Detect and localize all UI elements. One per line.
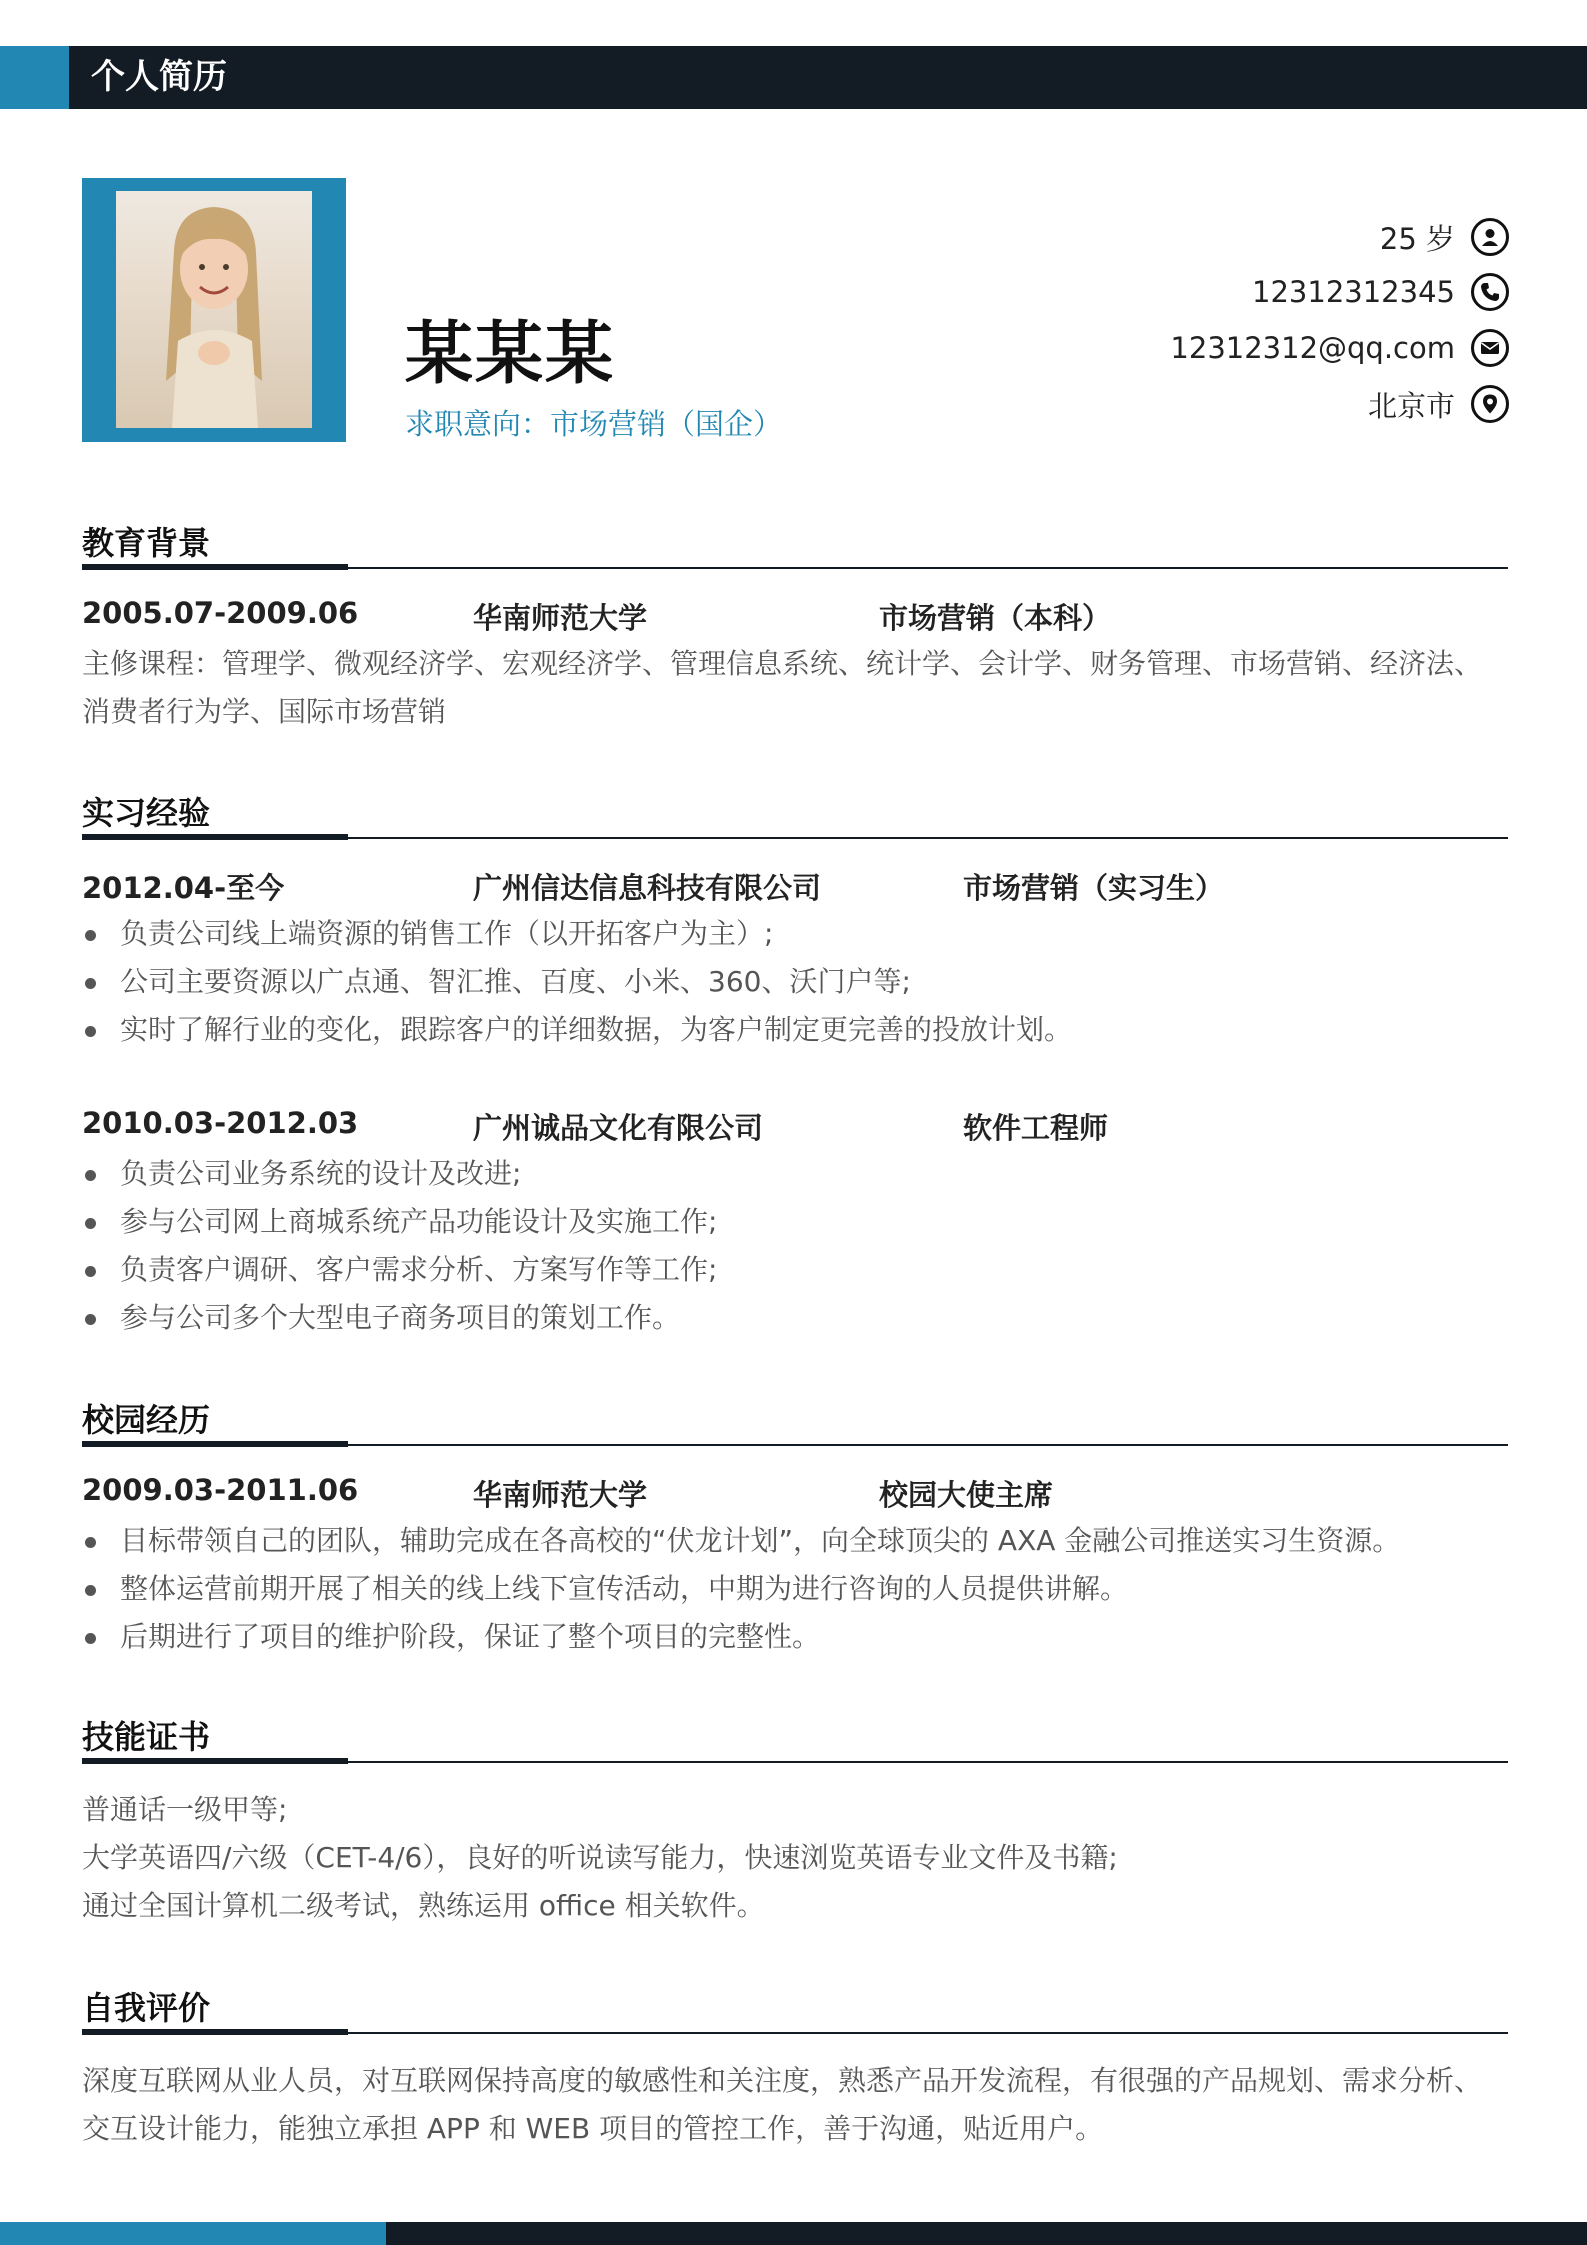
- contact-location: [909, 382, 1509, 426]
- list-item: 负责公司线上端资源的销售工作（以开拓客户为主）;: [82, 910, 1508, 958]
- list-item: 参与公司网上商城系统产品功能设计及实施工作;: [82, 1198, 1508, 1246]
- user-icon: [1471, 218, 1509, 256]
- list-item: 公司主要资源以广点通、智汇推、百度、小米、360、沃门户等;: [82, 958, 1508, 1006]
- campus-role: 校园大使主席: [879, 1478, 1054, 1512]
- list-item: 通过全国计算机二级考试，熟练运用 office 相关软件。: [82, 1889, 765, 1922]
- job-period: 2012.04-至今: [82, 871, 285, 905]
- job-role: 软件工程师: [963, 1111, 1109, 1145]
- header-bar: [0, 46, 1587, 109]
- section-title-internship: 实习经验: [82, 794, 211, 832]
- education-courses: 主修课程：管理学、微观经济学、宏观经济学、管理信息系统、统计学、会计学、财务管理、市场营销、经济法、消费者行为学、国际市场营销: [82, 647, 1483, 728]
- list-item: 普通话一级甲等;: [82, 1793, 288, 1826]
- page-title: 个人简历: [91, 57, 227, 97]
- contact-phone: [909, 270, 1509, 314]
- section-title-self-eval: 自我评价: [82, 1989, 211, 2027]
- list-item: 目标带领自己的团队，辅助完成在各高校的“伏龙计划”，向全球顶尖的 AXA 金融公司推送实习生资源。: [82, 1517, 1508, 1565]
- candidate-name: 某某某: [405, 315, 616, 394]
- job-intent: 求职意向：市场营销（国企）: [405, 407, 783, 441]
- campus-entry: [82, 1473, 1508, 1513]
- phone-icon: [1471, 273, 1509, 311]
- location-icon: [1471, 385, 1509, 423]
- footer-accent: [0, 2222, 386, 2245]
- skills-list: [82, 1786, 1508, 1930]
- section-underline: [82, 1441, 348, 1447]
- list-item: 负责公司业务系统的设计及改进;: [82, 1150, 1508, 1198]
- section-underline: [82, 834, 348, 840]
- email-text: 12312312@qq.com: [1170, 331, 1455, 365]
- section-underline: [82, 1758, 348, 1764]
- campus-items: [82, 1517, 1508, 1661]
- list-item: 参与公司多个大型电子商务项目的策划工作。: [82, 1294, 1508, 1342]
- section-title-campus: 校园经历: [82, 1401, 211, 1439]
- list-item: 实时了解行业的变化，跟踪客户的详细数据，为客户制定更完善的投放计划。: [82, 1006, 1508, 1054]
- job-company: 广州诚品文化有限公司: [473, 1111, 764, 1145]
- self-eval-text: 深度互联网从业人员，对互联网保持高度的敏感性和关注度，熟悉产品开发流程，有很强的产品规划、需求分析、交互设计能力，能独立承担 APP 和 WEB 项目的管控工作，善于沟通，贴近用户。: [82, 2064, 1483, 2145]
- mail-icon: [1471, 329, 1509, 367]
- job-period: 2010.03-2012.03: [82, 1106, 359, 1140]
- job-duties: [82, 1150, 1508, 1342]
- list-item: 大学英语四/六级（CET-4/6），良好的听说读写能力，快速浏览英语专业文件及书籍;: [82, 1841, 1118, 1874]
- education-school: 华南师范大学: [473, 601, 648, 635]
- list-item: 整体运营前期开展了相关的线上线下宣传活动，中期为进行咨询的人员提供讲解。: [82, 1565, 1508, 1613]
- section-underline: [82, 564, 348, 570]
- profile-photo: [116, 191, 312, 428]
- campus-school: 华南师范大学: [473, 1478, 648, 1512]
- section-underline: [82, 2029, 348, 2035]
- phone-text: 12312312345: [1252, 275, 1455, 309]
- education-period: 2005.07-2009.06: [82, 596, 359, 630]
- job-entry: [82, 1106, 1508, 1146]
- section-title-skills: 技能证书: [82, 1718, 211, 1756]
- job-company: 广州信达信息科技有限公司: [473, 871, 822, 905]
- list-item: 后期进行了项目的维护阶段，保证了整个项目的完整性。: [82, 1613, 1508, 1661]
- job-duties: [82, 910, 1508, 1054]
- education-major: 市场营销（本科）: [879, 601, 1112, 635]
- contact-age: [909, 215, 1509, 259]
- profile-photo-frame: [82, 178, 346, 442]
- section-title-education: 教育背景: [82, 524, 211, 562]
- age-text: 25 岁: [1379, 221, 1455, 256]
- location-text: 北京市: [1367, 388, 1455, 423]
- contact-email: [909, 326, 1509, 370]
- education-entry: [82, 596, 1508, 636]
- job-role: 市场营销（实习生）: [963, 871, 1225, 905]
- campus-period: 2009.03-2011.06: [82, 1473, 359, 1507]
- header-accent: [0, 46, 69, 109]
- job-entry: [82, 866, 1508, 906]
- list-item: 负责客户调研、客户需求分析、方案写作等工作;: [82, 1246, 1508, 1294]
